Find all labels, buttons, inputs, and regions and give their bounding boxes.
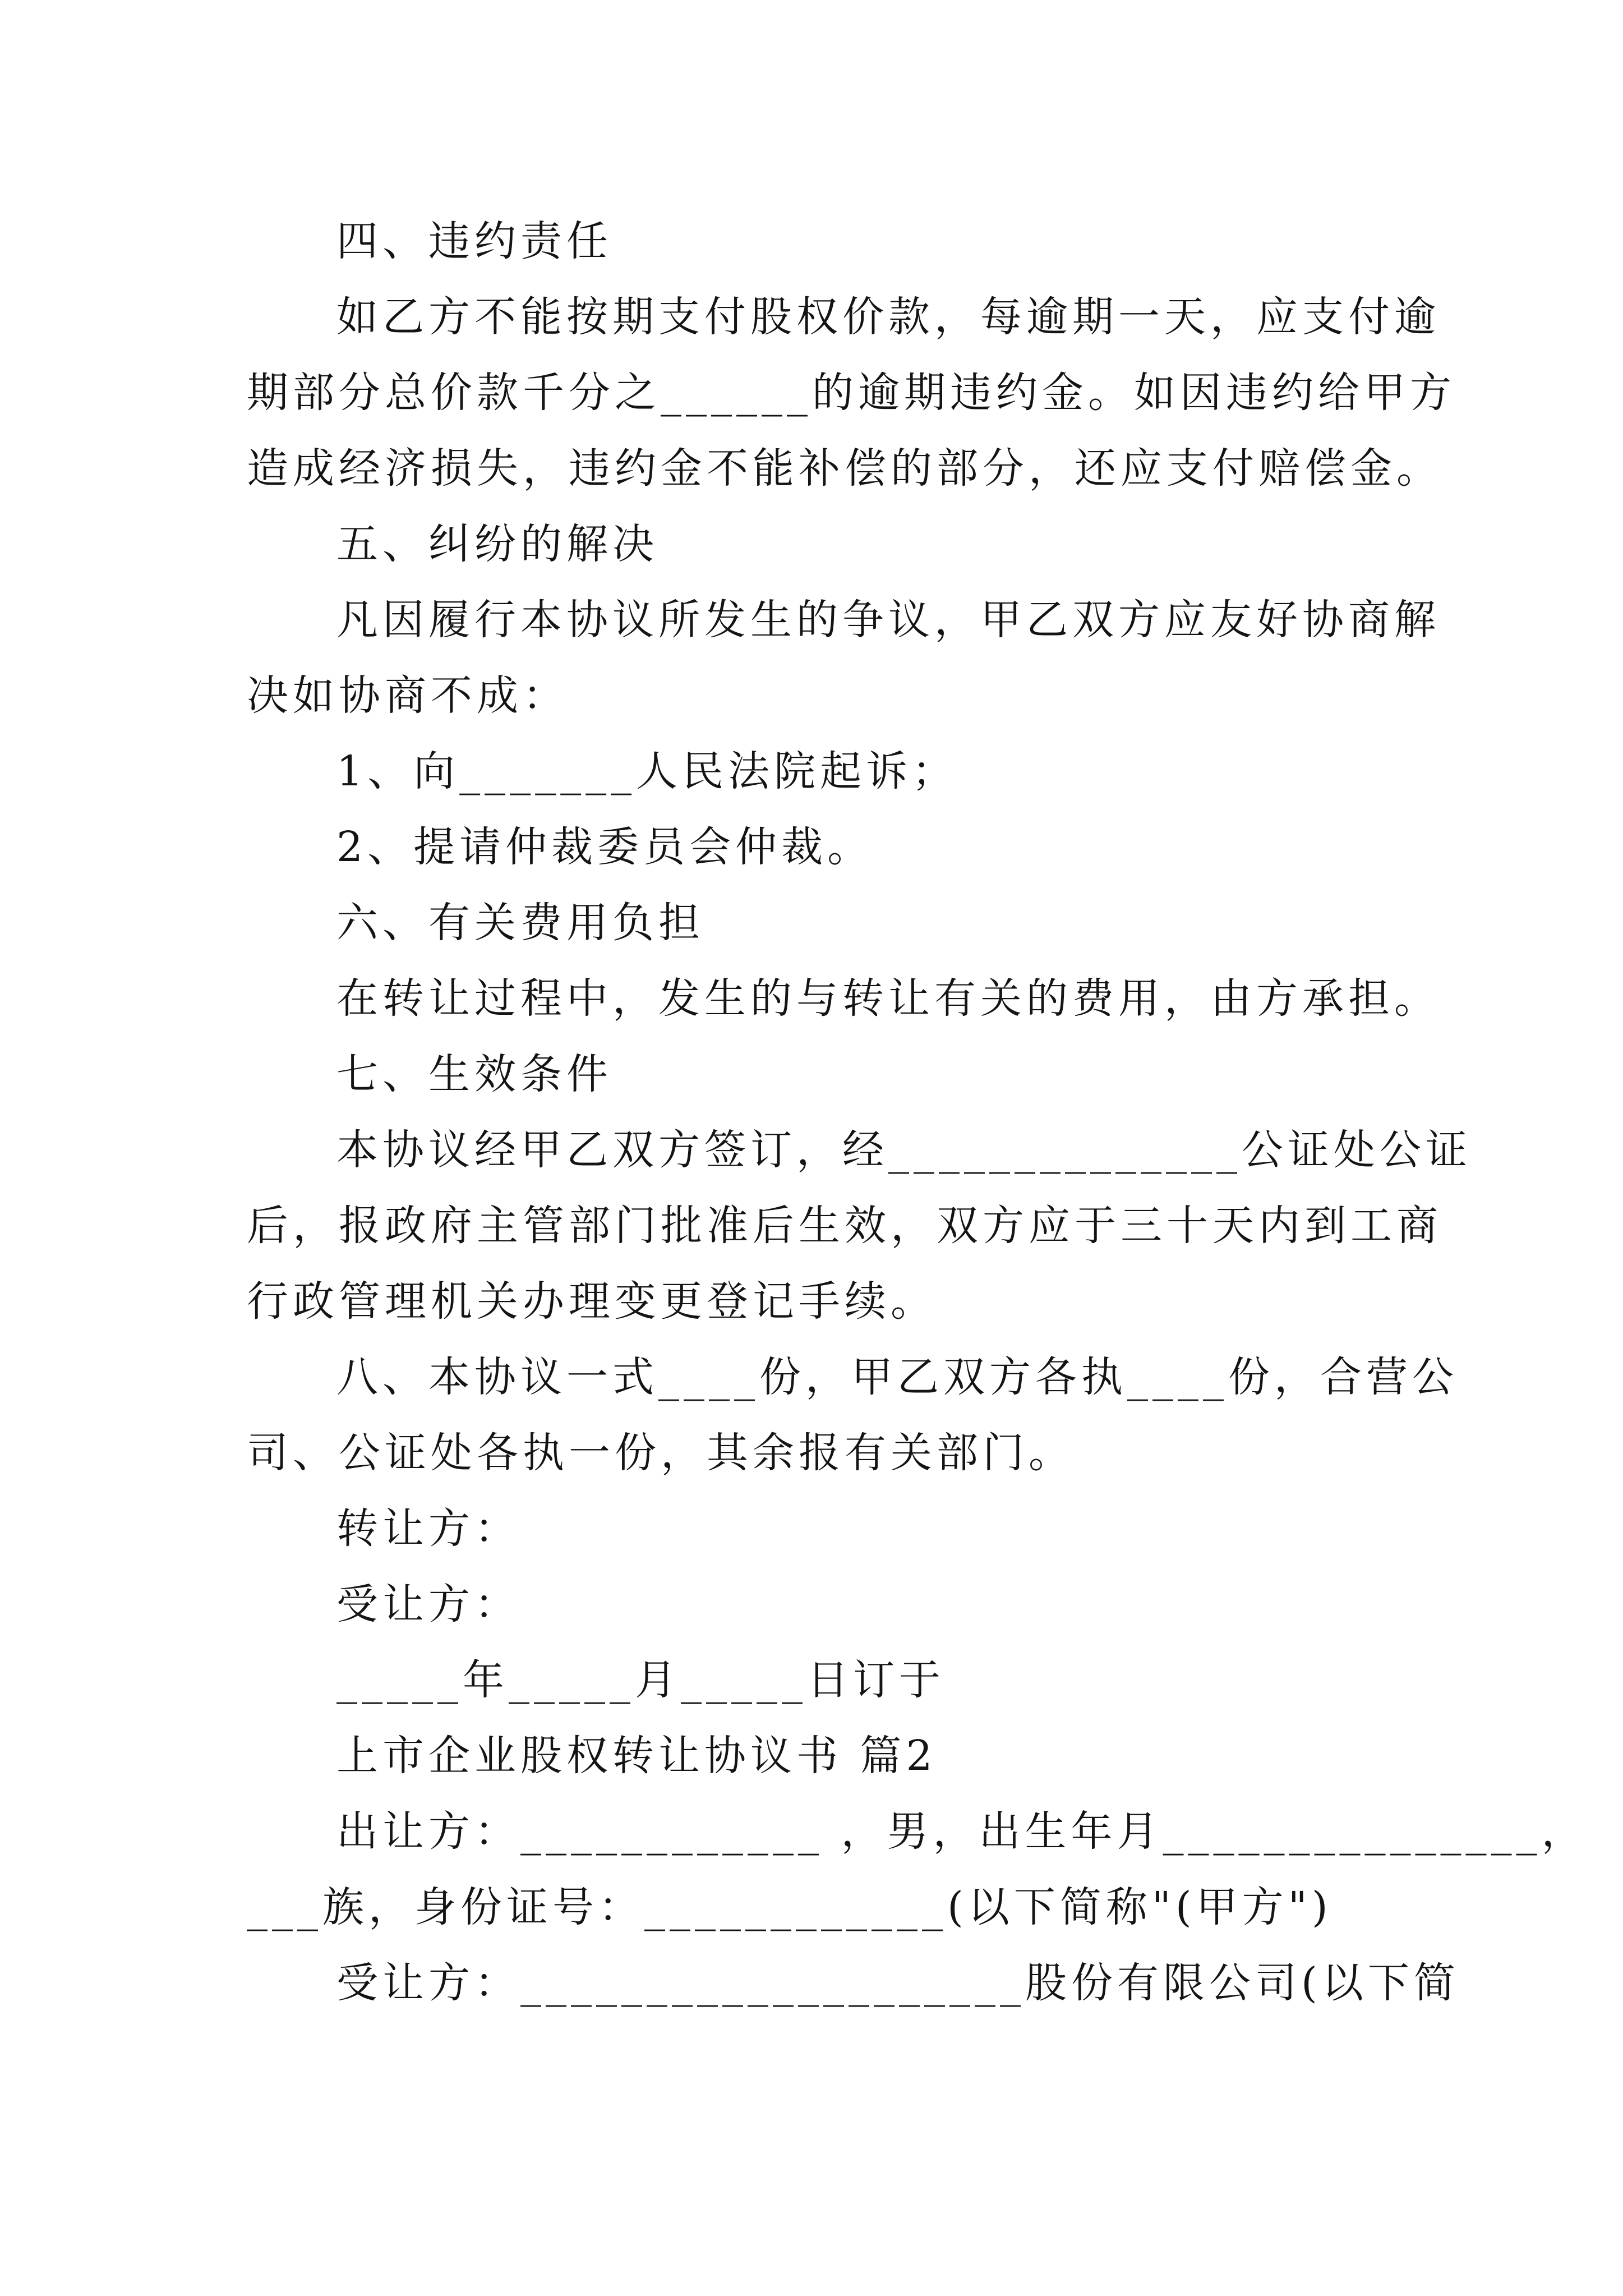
paragraph-line: 后，报政府主管部门批准后生效，双方应于三十天内到工商 (247, 1202, 1442, 1250)
transferee-label: 受让方： (336, 1580, 520, 1628)
paragraph-line: 八、本协议一式____份，甲乙双方各执____份，合营公 (336, 1353, 1458, 1401)
transferor-label: 转让方： (336, 1504, 520, 1553)
paragraph-line: 在转让过程中，发生的与转让有关的费用，由方承担。 (336, 974, 1440, 1023)
date-line: _____年_____月_____日订于 (336, 1656, 945, 1704)
paragraph-line: 司、公证处各执一份，其余报有关部门。 (247, 1429, 1075, 1477)
paragraph-line: 出让方：____________ ，男，出生年月_______________， (336, 1807, 1588, 1856)
paragraph-line: ___族，身份证号：____________(以下简称"(甲方") (247, 1883, 1332, 1931)
paragraph-line: 如乙方不能按期支付股权价款，每逾期一天，应支付逾 (336, 293, 1440, 341)
paragraph-line: 期部分总价款千分之______的逾期违约金。如因违约给甲方 (247, 369, 1456, 417)
paragraph-line: 造成经济损失，违约金不能补偿的部分，还应支付赔偿金。 (247, 444, 1442, 493)
paragraph-line: 行政管理机关办理变更登记手续。 (247, 1277, 937, 1326)
paragraph-line: 受让方：____________________股份有限公司(以下简 (336, 1959, 1460, 2007)
section-heading-fees: 六、有关费用负担 (336, 899, 704, 947)
paragraph-line: 决如协商不成： (247, 671, 569, 720)
section-heading-dispute: 五、纠纷的解决 (336, 520, 658, 568)
document-subtitle: 上市企业股权转让协议书 篇2 (336, 1732, 937, 1780)
section-heading-effective: 七、生效条件 (336, 1050, 612, 1098)
paragraph-line: 凡因履行本协议所发生的争议，甲乙双方应友好协商解 (336, 596, 1440, 644)
section-heading-breach: 四、违约责任 (336, 217, 612, 265)
list-item: 2、提请仲裁委员会仲裁。 (336, 823, 874, 871)
paragraph-line: 本协议经甲乙双方签订，经______________公证处公证 (336, 1126, 1472, 1174)
list-item: 1、向_______人民法院起诉； (336, 747, 958, 795)
